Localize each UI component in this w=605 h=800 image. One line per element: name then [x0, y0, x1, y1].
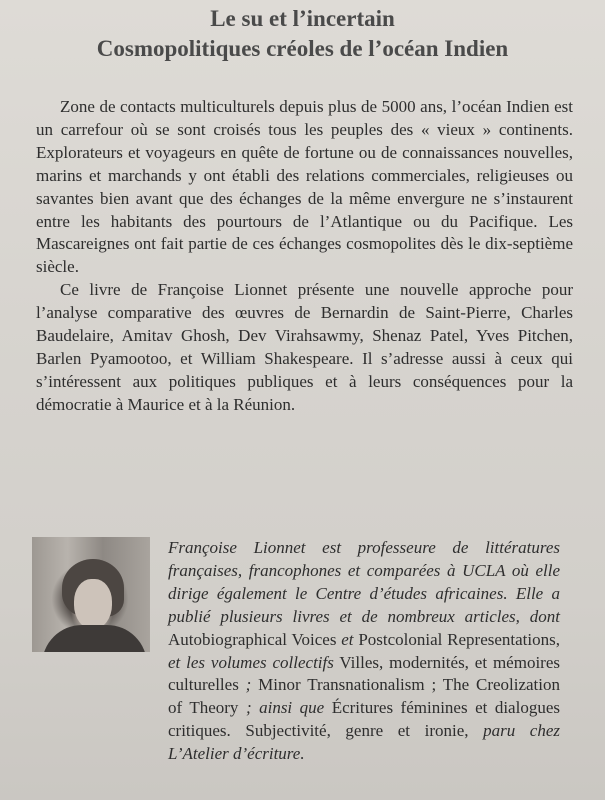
author-bio	[168, 537, 560, 766]
bio-title-minor: Minor Transnationalism ; The Creolization of Theory	[168, 675, 561, 718]
title-subtitle: Cosmopolitiques créoles de l’océan Indien	[96, 36, 509, 61]
bio-title-villes: Villes, modernités, et mémoires culturelles	[168, 652, 560, 695]
title-line-1: Le su et l’incertain	[210, 6, 395, 31]
author-photo-shoulder	[42, 625, 147, 652]
bio-text-5: ; ainsi que	[245, 698, 325, 718]
paragraph-intro: Zone de contacts multiculturels depuis plus de 5000 ans, l’océan Indien est un carrefour où se sont croisés tous les peuples des « vieux » continents. Explorateurs et voyageurs en quête de fortune ou de connaissances nouvelles, marins et marchands y ont établi des relations commerciales, religieuses ou savantes bien avant que des échanges de la même envergure ne s’instaurent entre les habitants des pourtours de l’Atlantique ou du Pacifique. Les Mascareignes ont fait partie de ces échanges cosmopolites dès le dix-septième siècle.	[36, 97, 573, 277]
paragraph-book: Ce livre de Françoise Lionnet présente une nouvelle approche pour l’analyse comparative des œuvres de Bernardin de Saint-Pierre, Charles Baudelaire, Amitav Ghosh, Dev Virahsawmy, Shenaz Patel, Yves Pitchen, Barlen Pyamootoo, et William Shakespeare. Il s’adresse aussi à ceux qui s’intéressent aux politiques publiques et à leurs conséquences pour la démocratie à Maurice et à la Réunion.	[36, 280, 573, 414]
bio-title-postcolonial: Postcolonial Representations,	[353, 629, 560, 649]
bio-text-6: paru chez L’Atelier d’écriture.	[168, 721, 560, 764]
author-bio-text	[168, 537, 560, 766]
book-title	[0, 4, 605, 64]
bio-text-4: ;	[245, 675, 252, 695]
bio-text-2: et	[341, 629, 354, 649]
author-photo-face	[74, 579, 112, 629]
bio-title-ecritures: Écritures féminines et dialogues critiques. Subjectivité, genre et ironie,	[168, 698, 560, 741]
back-cover-description	[36, 96, 573, 417]
author-photo	[32, 537, 150, 652]
bio-title-autobiographical: Autobiographical Voices	[168, 629, 342, 649]
bio-text-1: Françoise Lionnet est professeure de littératures françaises, francophones et comparées à UCLA où elle dirige également le Centre d’études africaines. Elle a publié plusieurs livres et de nombreux articles, dont	[168, 538, 560, 626]
bio-text-3: et les volumes collectifs	[168, 652, 334, 672]
